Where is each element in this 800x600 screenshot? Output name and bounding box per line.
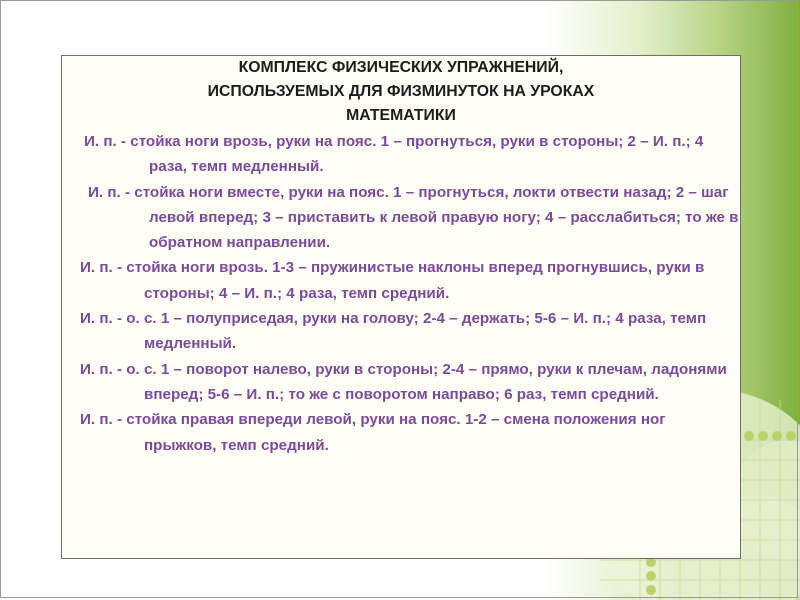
exercise-6: И. п. - стойка правая впереди левой, руки на пояс. 1-2 – смена положения ног прыжков, темп средний. <box>80 411 666 454</box>
exercise-3: И. п. - стойка ноги врозь. 1-3 – пружинистые наклоны вперед прогнувшись, руки в стороны; 4 – И. п.; 4 раза, темп средний. <box>80 259 705 302</box>
exercise-4: И. п. - о. с. 1 – полуприседая, руки на голову; 2-4 – держать; 5-6 – И. п.; 4 раза, темп медленный. <box>80 310 707 353</box>
title-line-2: ИСПОЛЬЗУЕМЫХ ДЛЯ ФИЗМИНУТОК НА УРОКАХ <box>207 83 595 100</box>
exercise-5: И. п. - о. с. 1 – поворот налево, руки в стороны; 2-4 – прямо, руки к плечам, ладонями вперед; 5-6 – И. п.; то же с поворотом направо; 6 раз, темп средний. <box>80 360 727 403</box>
exercise-1: И. п. - стойка ноги врозь, руки на пояс. 1 – прогнуться, руки в стороны; 2 – И. п.; 4 раза, темп медленный. <box>84 133 704 176</box>
exercise-2: И. п. - стойка ноги вместе, руки на пояс. 1 – прогнуться, локти отвести назад; 2 – шаг левой вперед; 3 – приставить к левой правую ногу; 4 – расслабиться; то же в обратном направлении. <box>88 183 739 252</box>
title-line-1: КОМПЛЕКС ФИЗИЧЕСКИХ УПРАЖНЕНИЙ, <box>238 59 564 76</box>
title-line-3: МАТЕМАТИКИ <box>346 107 456 124</box>
